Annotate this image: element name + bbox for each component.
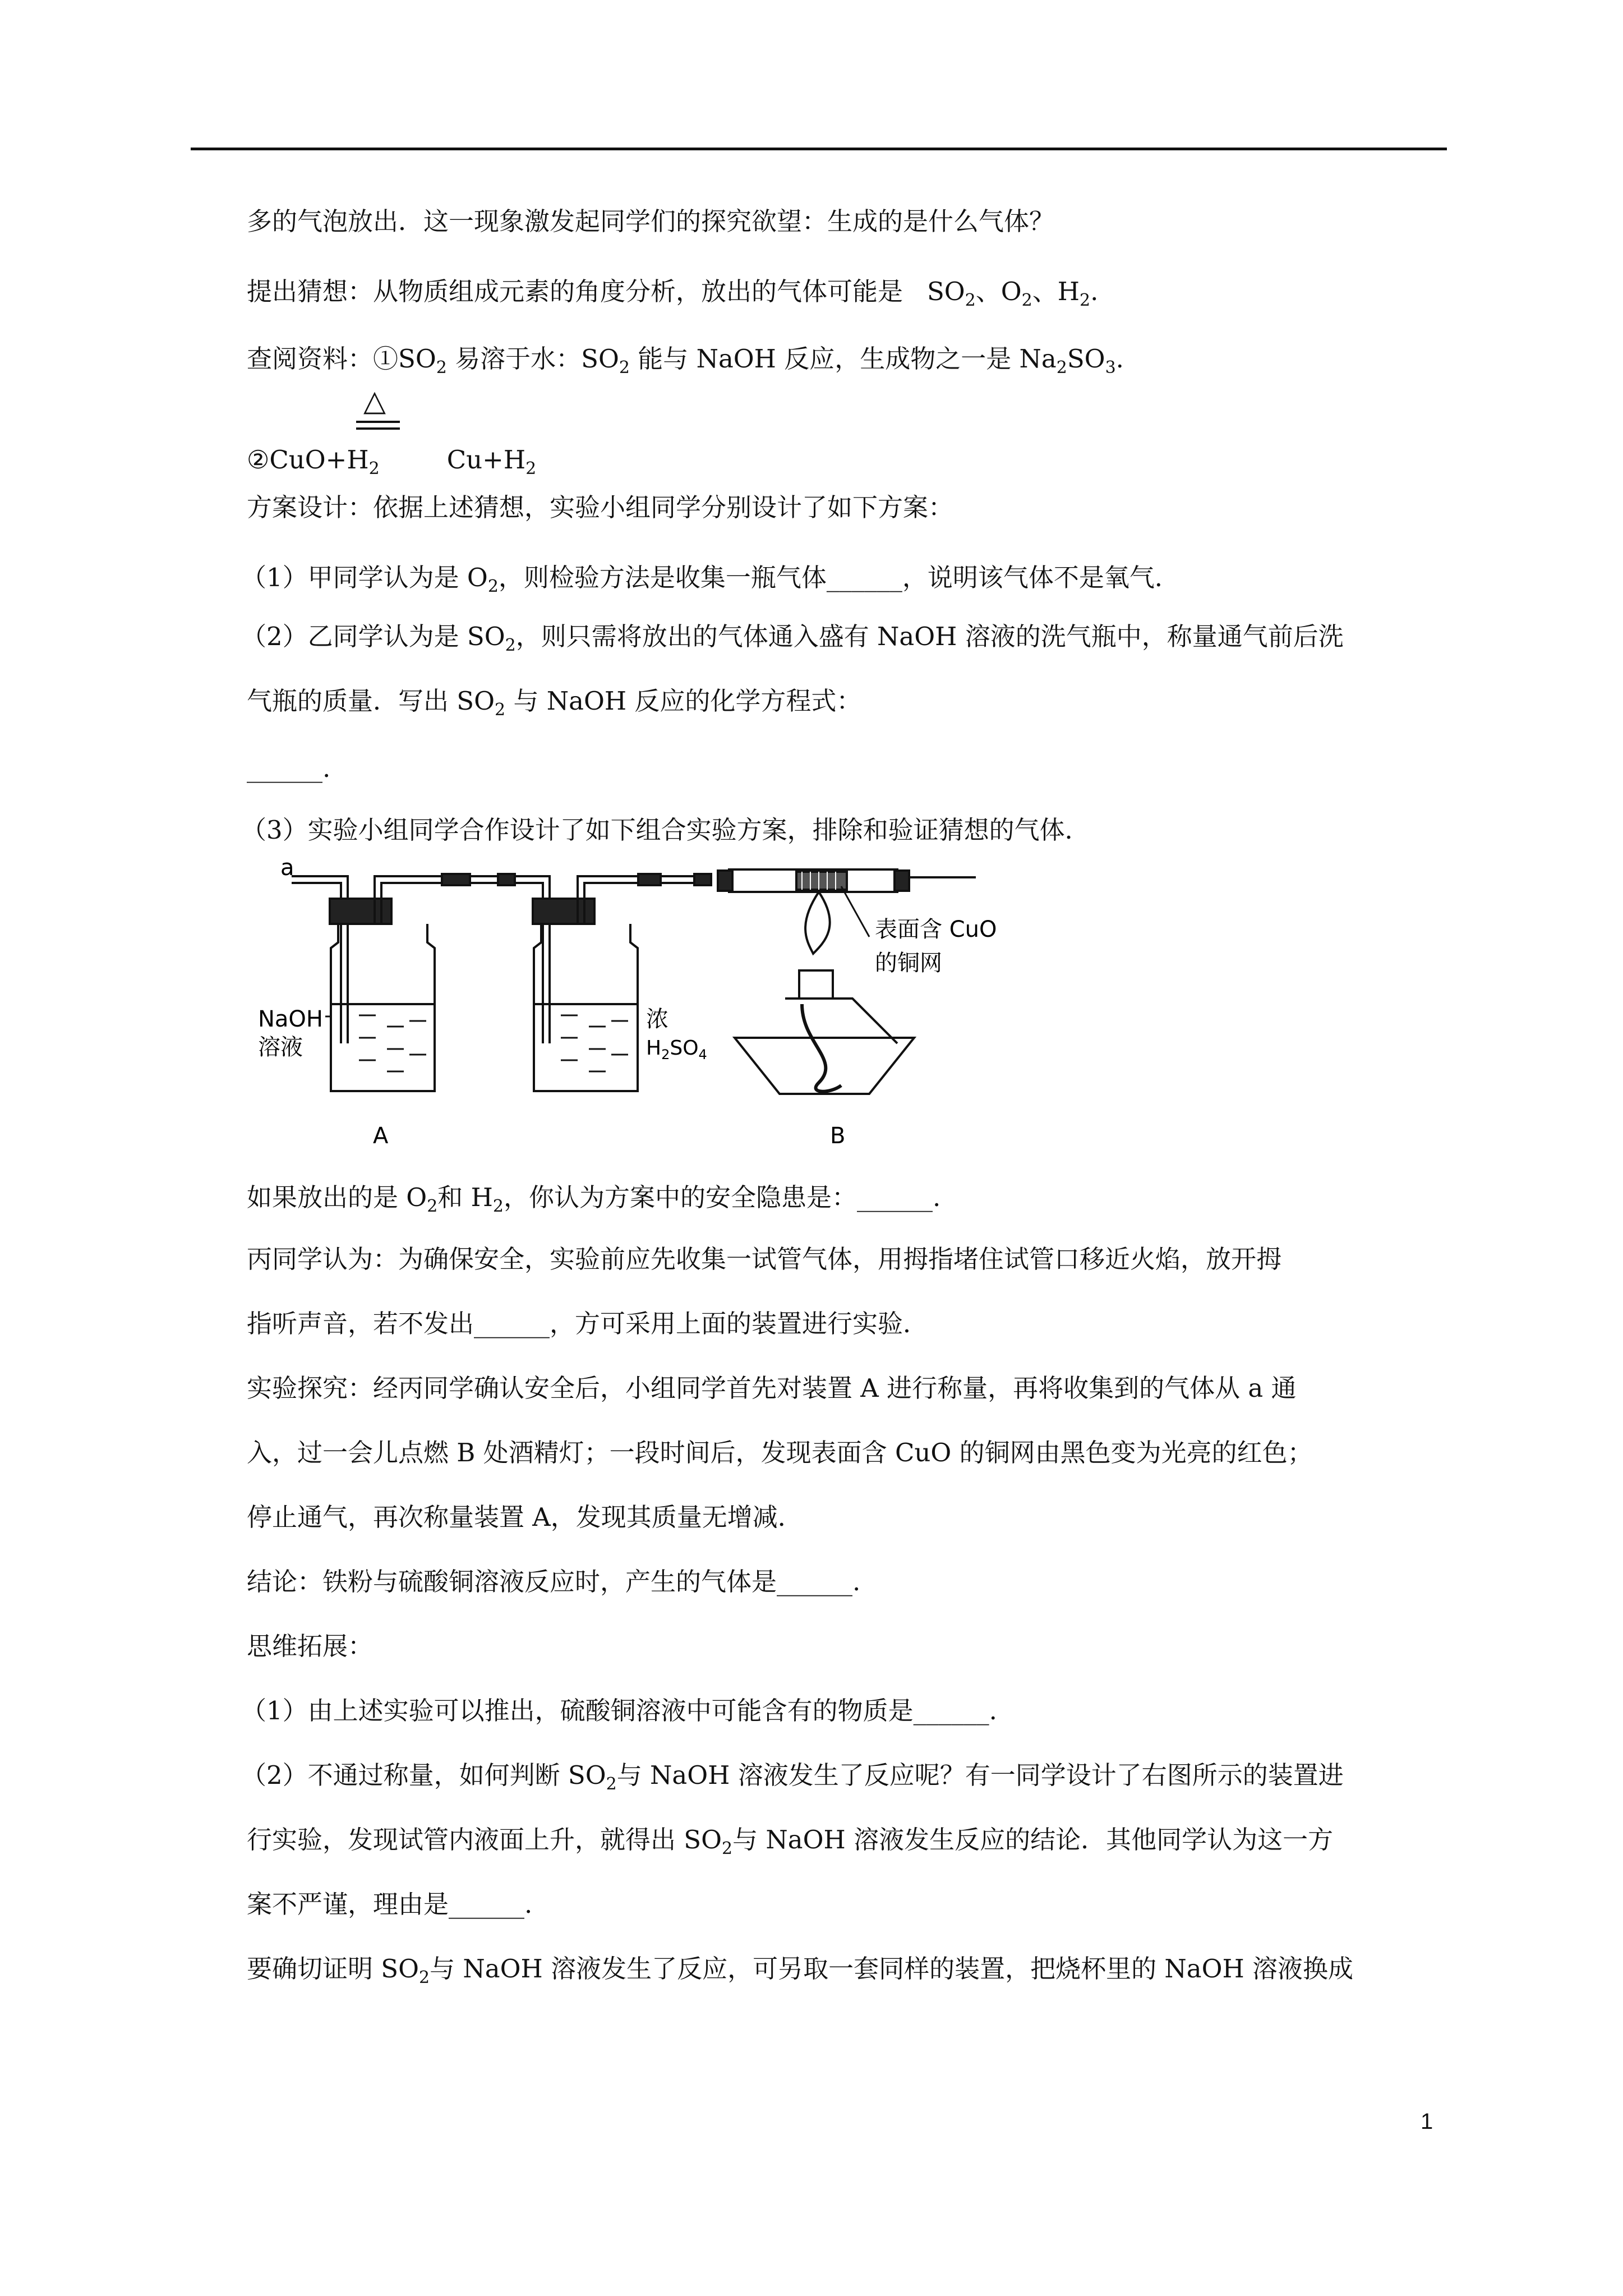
equation-bar	[356, 421, 400, 423]
copper-mesh-label: 的铜网	[875, 950, 942, 976]
text-line: $②CuO+H_2$ $Cu+H_2$	[247, 445, 537, 478]
text-line: （2）不通过称量，如何判断 $SO_2$与 NaOH 溶液发生了反应呢？有一同学设计了右图所示的装置进	[241, 1760, 1344, 1794]
page-number: 1	[1421, 2109, 1433, 2134]
text-line: 思维拓展：	[247, 1631, 374, 1661]
caption-a: A	[373, 1123, 389, 1149]
text-line: ______.	[247, 753, 331, 783]
text-line: 指听声音，若不发出______，方可采用上面的装置进行实验．	[247, 1309, 929, 1338]
text-line: （3）实验小组同学合作设计了如下组合实验方案，排除和验证猜想的气体．	[241, 815, 1090, 845]
text-line: 要确切证明 $SO_2$与 NaOH 溶液发生了反应，可另取一套同样的装置，把烧杯里的 NaOH 溶液换成	[247, 1954, 1354, 1987]
h2so4-label: $H_2SO_4$	[646, 1037, 707, 1062]
text-line: 方案设计：依据上述猜想，实验小组同学分别设计了如下方案：	[247, 493, 954, 522]
text-line: （1）由上述实验可以推出，硫酸铜溶液中可能含有的物质是______.	[241, 1696, 997, 1726]
text-line: 查阅资料：$①SO_2$ 易溶于水：$SO_2$ 能与 NaOH 反应，生成物之一是 $Na_2SO_3$.	[247, 344, 1124, 378]
naoh-label: NaOH	[258, 1006, 323, 1032]
copper-mesh-label: 表面含 CuO	[875, 917, 997, 942]
text-line: 多的气泡放出．这一现象激发起同学们的探究欲望：生成的是什么气体？	[247, 206, 1055, 236]
text-line: 如果放出的是 $O_2$和 $H_2$，你认为方案中的安全隐患是：______.	[247, 1182, 941, 1216]
caption-b: B	[830, 1123, 846, 1149]
text-line: 案不严谨，理由是______.	[247, 1889, 533, 1919]
equation-bar	[356, 427, 400, 430]
header-rule	[191, 148, 1447, 150]
heat-symbol: △	[363, 384, 386, 418]
apparatus-figure	[247, 858, 1021, 1164]
text-line: 提出猜想：从物质组成元素的角度分析，放出的气体可能是 $SO_2$、$O_2$、$H_2$.	[247, 277, 1099, 310]
text-line: 入，过一会儿点燃 B 处酒精灯；一段时间后，发现表面含 CuO 的铜网由黑色变为光亮的红色；	[247, 1438, 1313, 1467]
text-line: 停止通气，再次称量装置 A，发现其质量无增减．	[247, 1502, 803, 1532]
inlet-label: a	[280, 858, 294, 881]
solution-label: 溶液	[258, 1034, 303, 1060]
text-line: 气瓶的质量．写出 $SO_2$ 与 NaOH 反应的化学方程式：	[247, 686, 862, 720]
text-line: 结论：铁粉与硫酸铜溶液反应时，产生的气体是______.	[247, 1567, 861, 1596]
text-line: 实验探究：经丙同学确认安全后，小组同学首先对装置 A 进行称量，再将收集到的气体从 a 通	[247, 1373, 1297, 1403]
conc-label: 浓	[646, 1006, 668, 1032]
text-line: （1）甲同学认为是 $O_2$，则检验方法是收集一瓶气体______，说明该气体不是氧气．	[241, 563, 1180, 596]
text-line: （2）乙同学认为是 $SO_2$，则只需将放出的气体通入盛有 NaOH 溶液的洗气瓶中，称量通气前后洗	[241, 622, 1344, 655]
text-line: 行实验，发现试管内液面上升，就得出 $SO_2$与 NaOH 溶液发生反应的结论．其他同学认为这一方	[247, 1825, 1334, 1858]
text-line: 丙同学认为：为确保安全，实验前应先收集一试管气体，用拇指堵住试管口移近火焰，放开拇	[247, 1244, 1282, 1274]
